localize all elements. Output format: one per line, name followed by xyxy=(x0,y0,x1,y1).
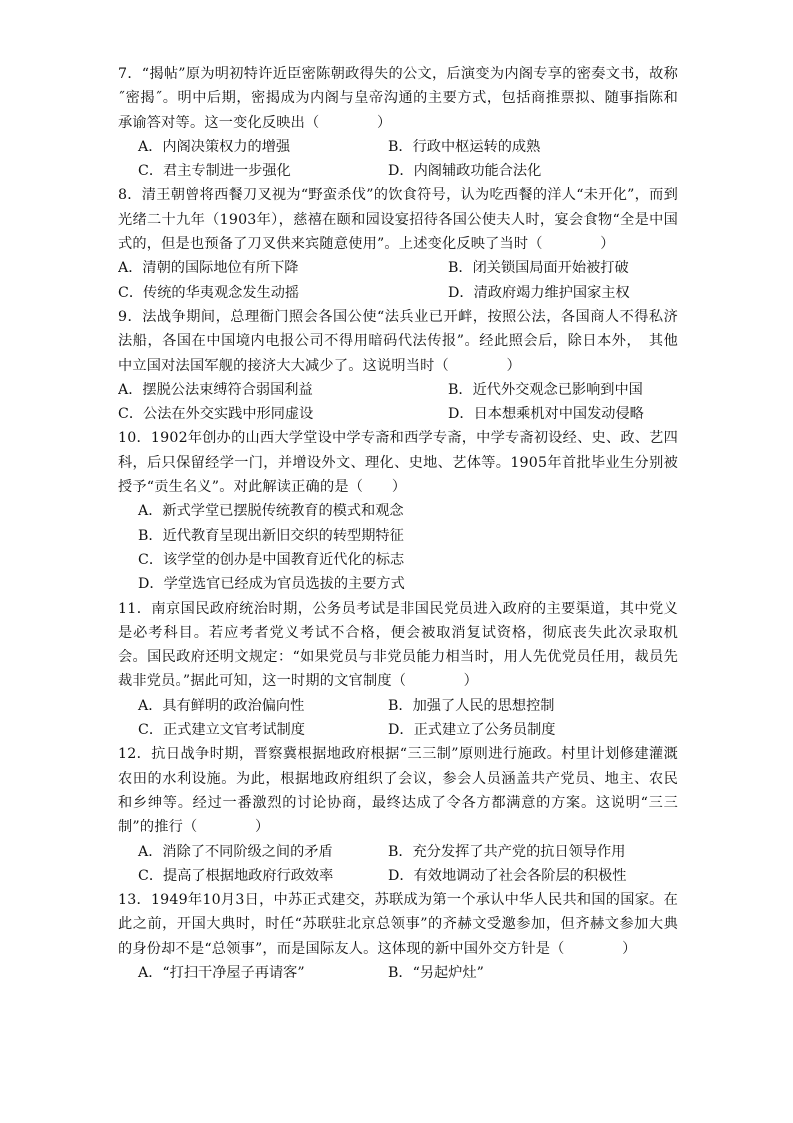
option-a: A．新式学堂已摆脱传统教育的模式和观念 xyxy=(138,503,404,520)
question-10 xyxy=(118,426,678,596)
option-list xyxy=(118,961,678,985)
option-list xyxy=(118,256,678,305)
question-7 xyxy=(118,62,678,183)
option-d: D．有效地调动了社会各阶层的积极性 xyxy=(388,867,627,884)
option-list xyxy=(118,135,678,184)
option-b: B．闭关锁国局面开始被打破 xyxy=(448,260,629,277)
option-b: B．行政中枢运转的成熟 xyxy=(388,138,541,155)
option-b: B．“另起炉灶” xyxy=(388,964,484,981)
option-c: C．传统的华夷观念发生动摇 xyxy=(118,284,300,301)
question-stem: 10．1902年创办的山西大学堂设中学专斋和西学专斋，中学专斋初设经、史、政、艺四科，后只保留经学一门，并增设外文、理化、史地、艺体等。1905年首批毕业生分别被授予“贡生名义”。对此解读正确的是（ ） xyxy=(118,430,678,496)
option-c: C．正式建立文官考试制度 xyxy=(138,722,305,739)
question-11 xyxy=(118,597,678,743)
option-d: D．正式建立了公务员制度 xyxy=(388,722,556,739)
option-c: C．提高了根据地政府行政效率 xyxy=(138,867,334,884)
option-b: B．近代教育呈现出新旧交织的转型期特征 xyxy=(138,527,404,544)
option-a: A．“打扫干净屋子再请客” xyxy=(138,964,305,981)
option-list xyxy=(118,499,678,596)
option-a: A．清朝的国际地位有所下降 xyxy=(118,260,299,277)
option-a: A．摆脱公法束缚符合弱国利益 xyxy=(118,381,313,398)
question-stem: 9．法战争期间，总理衙门照会各国公使“法兵业已开衅，按照公法，各国商人不得私济法船，各国在中国境内电报公司不得用暗码代法传报”。经此照会后，除日本外， 其他中立国对法国军舰的接济大大减少了。这说明当时（ ） xyxy=(118,308,678,374)
question-stem: 8．清王朝曾将西餐刀叉视为“野蛮杀伐”的饮食符号，认为吃西餐的洋人“未开化”，而到光绪二十九年（1903年），慈禧在颐和园设宴招待各国公使夫人时，宴会食物“全是中国式的，但是也预备了刀叉供来宾随意使用”。上述变化反映了当时（ ） xyxy=(118,187,678,253)
option-list xyxy=(118,694,678,743)
option-a: A．内阁决策权力的增强 xyxy=(138,138,291,155)
option-c: C．公法在外交实践中形同虚设 xyxy=(118,406,314,423)
exam-page xyxy=(118,62,678,985)
question-9 xyxy=(118,305,678,426)
question-stem: 13．1949年10月3日，中苏正式建交，苏联成为第一个承认中华人民共和国的国家。在此之前，开国大典时，时任“苏联驻北京总领事”的齐赫文受邀参加，但齐赫文参加大典的身份却不是“总领事”，而是国际友人。这体现的新中国外交方针是（ ） xyxy=(118,892,678,957)
option-d: D．学堂选官已经成为官员选拔的主要方式 xyxy=(138,576,405,593)
option-a: A．具有鲜明的政治偏向性 xyxy=(138,697,305,714)
option-a: A．消除了不同阶级之间的矛盾 xyxy=(138,843,333,860)
option-list xyxy=(118,840,678,889)
option-b: B．充分发挥了共产党的抗日领导作用 xyxy=(388,843,626,860)
option-d: D．内阁辅政功能合法化 xyxy=(388,163,542,180)
option-d: D．清政府竭力维护国家主权 xyxy=(448,284,630,301)
option-b: B．近代外交观念已影响到中国 xyxy=(448,381,643,398)
question-12 xyxy=(118,742,678,888)
question-stem: 11．南京国民政府统治时期，公务员考试是非国民党员进入政府的主要渠道，其中党义是必考科目。若应考者党义考试不合格，便会被取消复试资格，彻底丧失此次录取机会。国民政府还明文规定：“如果党员与非党员能力相当时，用人先优党员任用，裁员先裁非党员。”据此可知，这一时期的文官制度（ ） xyxy=(118,600,678,690)
question-8 xyxy=(118,183,678,304)
question-stem: 7．“揭帖”原为明初特许近臣密陈朝政得失的公文，后演变为内阁专享的密奏文书，故称˝密揭˝。明中后期，密揭成为内阁与皇帝沟通的主要方式，包括商推票拟、随事指陈和承谕答对等。这一变化反映出（ ） xyxy=(118,66,678,131)
question-13 xyxy=(118,888,678,985)
question-stem: 12．抗日战争时期，晋察冀根据地政府根据“三三制”原则进行施政。村里计划修建灌溉农田的水利设施。为此，根据地政府组织了会议，参会人员涵盖共产党员、地主、农民和乡绅等。经过一番激烈的讨论协商，最终达成了令各方都满意的方案。这说明“三三制”的推行（ ） xyxy=(118,746,678,836)
option-c: C．该学堂的创办是中国教育近代化的标志 xyxy=(138,551,405,568)
option-d: D．日本想乘机对中国发动侵略 xyxy=(448,406,644,423)
option-c: C．君主专制进一步强化 xyxy=(138,163,291,180)
option-list xyxy=(118,378,678,427)
option-b: B．加强了人民的思想控制 xyxy=(388,697,555,714)
